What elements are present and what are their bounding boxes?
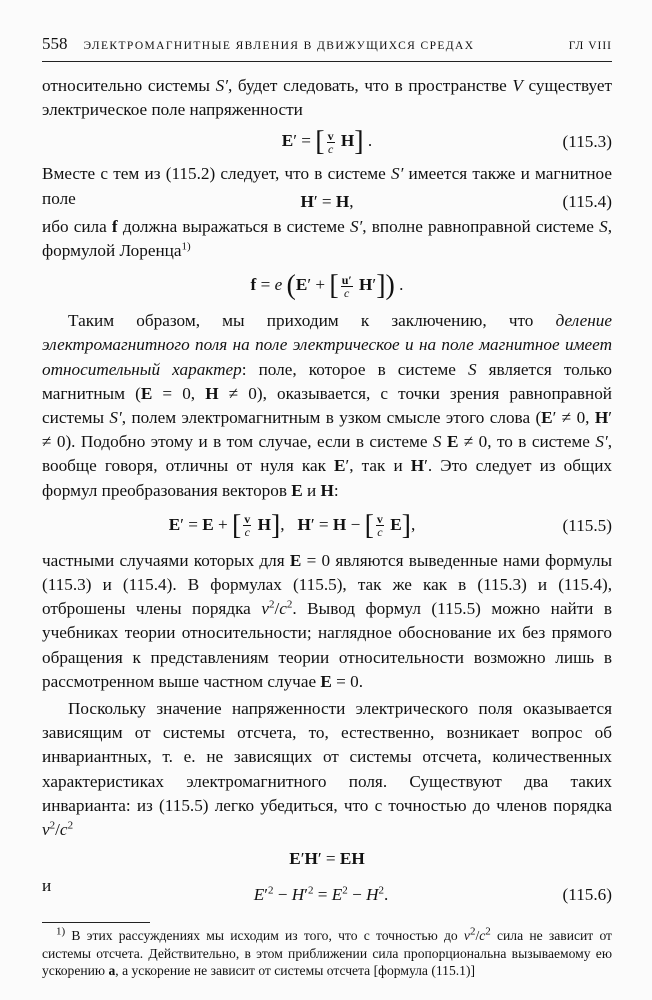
- page-number: 558: [42, 34, 68, 53]
- equation-115-4: H′ = H, (115.4): [300, 191, 612, 211]
- equation-invariant-1: E′H′ = EH: [289, 849, 365, 869]
- paragraph-2: Вместе с тем из (115.2) следует, что в системе S′ имеется также и магнитное поле: [42, 164, 612, 208]
- equation-number: (115.3): [562, 132, 612, 152]
- running-title: ЭЛЕКТРОМАГНИТНЫЕ ЯВЛЕНИЯ В ДВИЖУЩИХСЯ СРЕДАХ: [83, 40, 475, 52]
- paragraph-1: относительно системы S′, будет следовать, что в пространстве V существует электрическое поле напряженности: [42, 76, 612, 120]
- equation-number: (115.4): [562, 191, 612, 211]
- equation-number: (115.5): [562, 515, 612, 535]
- paragraph-4: Таким образом, мы приходим к заключению, что деление электромагнитного поля на поле электрическое и на поле магнитное имеет относительный характер: поле, которое в системе S является только магнитным (E = 0, H ≠ 0), оказывается, с точки зрения равноправной системы S′, полем электромагнитным в узком смысле этого слова (E′ ≠ 0, H′ ≠ 0). Подобно этому и в том случае, если в системе S E ≠ 0, то в системе S′, вообще говоря, отличны от нуля как E′, так и H′. Это следует из общих формул преобразования векторов E и H:: [42, 311, 613, 500]
- and-word: и: [42, 876, 52, 896]
- paragraph-6: Поскольку значение напряженности электрического поля оказывается зависящим от системы отсчета, то, естественно, возникает вопрос об инвариантных, т. е. не зависящих от системы отсчета, количественных характеристиках электромагнитного поля. Существуют два таких инварианта: из (115.5) легко убедиться, что с точностью до членов порядка $v^2/c^2$: [42, 699, 612, 840]
- equation-115-6: и $E'^2 - H'^2 = E^2 - H^2$. (115.6): [42, 876, 612, 905]
- footnote: $^{1)}$ В этих рассуждениях мы исходим из того, что с точностью до $v^2/c^2$ сила не зависит от системы отсчета. Действительно, в этом приближении сила пропорциональна вызываемому ею ускорению a, а ускорение не зависит от системы отсчета [формула (115.1)]: [42, 925, 612, 979]
- paragraph-5: частными случаями которых для E = 0 являются выведенные нами формулы (115.3) и (115.4). В формулах (115.5), так же как в (115.3) и (115.4), отброшены члены порядка $v^2/c^2$. Вывод формул (115.5) можно найти в учебниках теории относительности; наглядное обоснование их без прямого обращения к представлениям теории относительности возможно лишь в рассмотренном выше частном случае E = 0.: [42, 550, 612, 691]
- chapter-label: ГЛ VIII: [568, 40, 612, 52]
- equation-lorentz: f = e (E′ + [ $\frac{u'}{c}$ H′]) .: [250, 270, 404, 302]
- footnote-marker: 1): [181, 240, 191, 253]
- equation-number: (115.6): [562, 885, 612, 905]
- footnote-rule: [42, 922, 150, 923]
- book-page: [42, 34, 612, 980]
- equation-115-5: E′ = E + [ $\frac{v}{c}$ H], H′ = H − [ $\frac{v}{c}$ E], (115.5): [168, 509, 612, 541]
- header-rule: [42, 61, 612, 62]
- running-header: [42, 34, 612, 58]
- paragraph-3: ибо сила f должна выражаться в системе S′, вполне равноправной системе S, формулой Лоренца$^{1)}$: [42, 216, 612, 261]
- equation-115-3: E′ = [ $\frac{v}{c}$ H] . (115.3): [281, 126, 612, 158]
